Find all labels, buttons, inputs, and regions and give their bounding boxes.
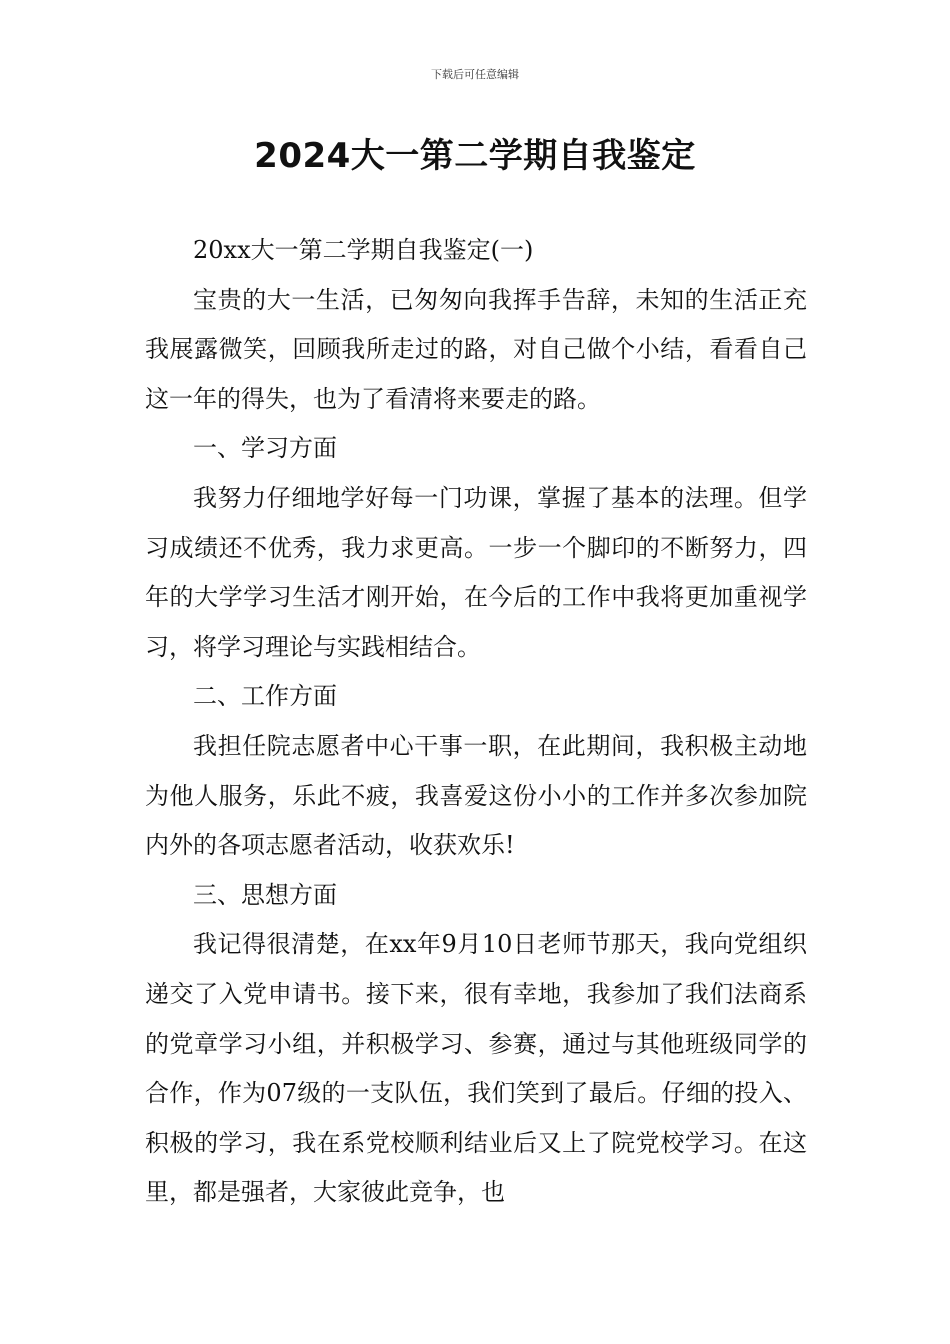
paragraph-study: 我努力仔细地学好每一门功课，掌握了基本的法理。但学习成绩还不优秀，我力求更高。一步一个脚印的不断努力，四年的大学学习生活才刚开始，在今后的工作中我将更加重视学习，将学习理论与实践相结合。 xyxy=(145,483,807,661)
document-body xyxy=(145,226,807,1218)
paragraph-thought: 我记得很清楚，在xx年9月10日老师节那天，我向党组织递交了入党申请书。接下来，很有幸地，我参加了我们法商系的党章学习小组，并积极学习、参赛，通过与其他班级同学的合作，作为07级的一支队伍，我们笑到了最后。仔细的投入、积极的学习，我在系党校顺利结业后又上了院党校学习。在这里，都是强者，大家彼此竞争，也 xyxy=(145,930,807,1207)
heading-work: 二、工作方面 xyxy=(193,682,337,711)
document-title: 2024大一第二学期自我鉴定 xyxy=(254,136,696,176)
intro-paragraph: 宝贵的大一生活，已匆匆向我挥手告辞，未知的生活正充我展露微笑，回顾我所走过的路，对自己做个小结，看看自己这一年的得失，也为了看清将来要走的路。 xyxy=(145,285,807,413)
header-note: 下载后可任意编辑 xyxy=(431,68,519,81)
paragraph-work: 我担任院志愿者中心干事一职，在此期间，我积极主动地为他人服务，乐此不疲，我喜爱这份小小的工作并多次参加院内外的各项志愿者活动，收获欢乐! xyxy=(145,731,807,860)
section-subtitle: 20xx大一第二学期自我鉴定(一) xyxy=(193,236,534,264)
heading-thought: 三、思想方面 xyxy=(193,880,337,909)
heading-study: 一、学习方面 xyxy=(193,434,337,463)
